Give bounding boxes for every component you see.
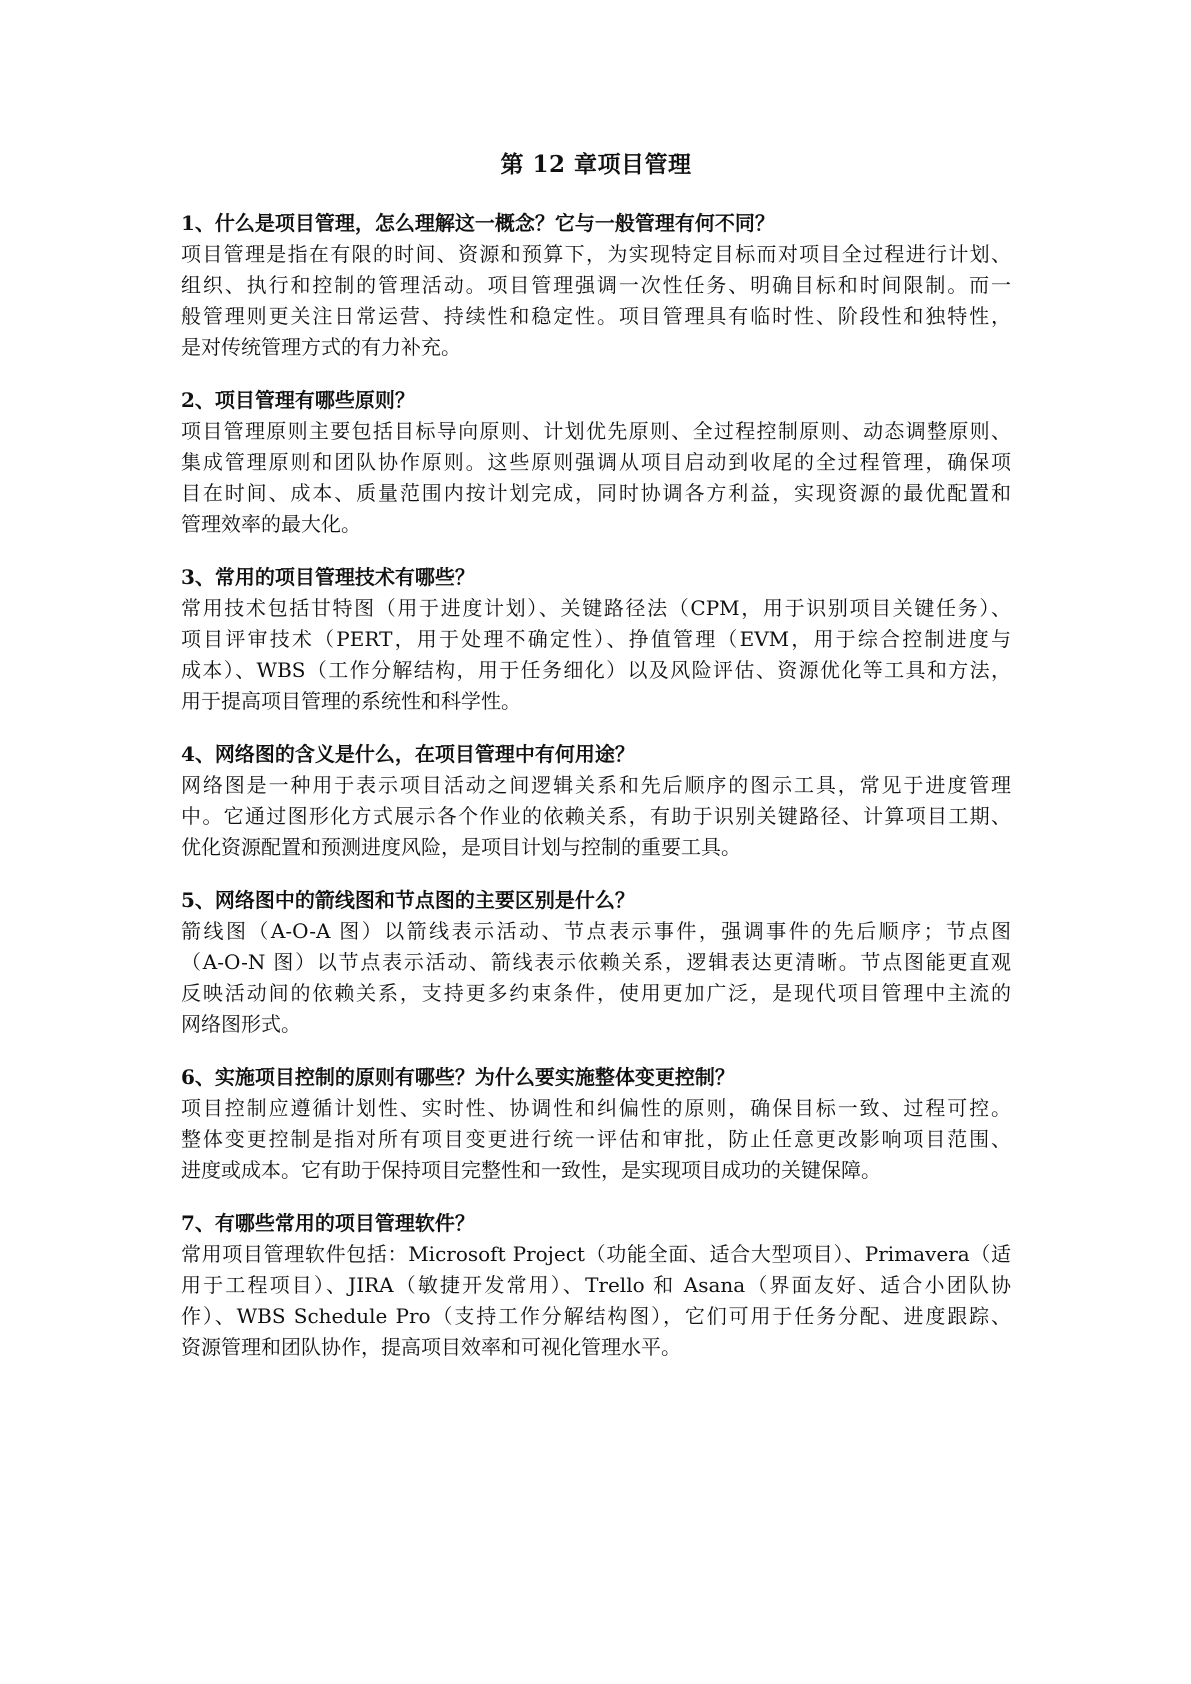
qa-section-6 xyxy=(181,1062,1011,1186)
answer-line: 用于提高项目管理的系统性和科学性。 xyxy=(181,689,521,713)
answer-line: 目在时间、成本、质量范围内按计划完成，同时协调各方利益，实现资源的最优配置和 xyxy=(181,481,1011,505)
answer-paragraph xyxy=(181,916,1011,1040)
answer-line: 是对传统管理方式的有力补充。 xyxy=(181,335,461,359)
answer-line: 集成管理原则和团队协作原则。这些原则强调从项目启动到收尾的全过程管理，确保项 xyxy=(181,450,1011,474)
answer-line: （A-O-N 图）以节点表示活动、箭线表示依赖关系，逻辑表达更清晰。节点图能更直观 xyxy=(181,950,1011,974)
answer-line: 整体变更控制是指对所有项目变更进行统一评估和审批，防止任意更改影响项目范围、 xyxy=(181,1127,1011,1151)
answer-line: 项目管理是指在有限的时间、资源和预算下，为实现特定目标而对项目全过程进行计划、 xyxy=(181,242,1011,266)
answer-line: 组织、执行和控制的管理活动。项目管理强调一次性任务、明确目标和时间限制。而一 xyxy=(181,273,1011,297)
question-heading: 3、常用的项目管理技术有哪些？ xyxy=(181,565,475,589)
answer-line: 中。它通过图形化方式展示各个作业的依赖关系，有助于识别关键路径、计算项目工期、 xyxy=(181,804,1011,828)
answer-line: 管理效率的最大化。 xyxy=(181,512,361,536)
answer-paragraph xyxy=(181,239,1011,363)
qa-section-3 xyxy=(181,562,1011,717)
answer-line: 箭线图（A-O-A 图）以箭线表示活动、节点表示事件，强调事件的先后顺序；节点图 xyxy=(181,919,1011,943)
answer-line: 用于工程项目）、JIRA（敏捷开发常用）、Trello 和 Asana（界面友好、适合小团队协 xyxy=(181,1273,1011,1297)
question-heading: 6、实施项目控制的原则有哪些？为什么要实施整体变更控制？ xyxy=(181,1065,735,1089)
answer-line: 资源管理和团队协作，提高项目效率和可视化管理水平。 xyxy=(181,1335,681,1359)
answer-line: 优化资源配置和预测进度风险，是项目计划与控制的重要工具。 xyxy=(181,835,741,859)
answer-paragraph xyxy=(181,593,1011,717)
question-heading: 2、项目管理有哪些原则？ xyxy=(181,388,415,412)
answer-paragraph xyxy=(181,770,1011,863)
qa-section-5 xyxy=(181,885,1011,1040)
document-content xyxy=(181,146,1011,1363)
answer-paragraph xyxy=(181,1239,1011,1363)
qa-section-7 xyxy=(181,1208,1011,1363)
answer-line: 常用项目管理软件包括：Microsoft Project（功能全面、适合大型项目）、Primavera（适 xyxy=(181,1242,1011,1266)
chapter-title: 第 12 章项目管理 xyxy=(500,151,692,178)
answer-line: 作）、WBS Schedule Pro（支持工作分解结构图），它们可用于任务分配、进度跟踪、 xyxy=(181,1304,1011,1328)
answer-line: 般管理则更关注日常运营、持续性和稳定性。项目管理具有临时性、阶段性和独特性， xyxy=(181,304,1011,328)
answer-line: 网络图是一种用于表示项目活动之间逻辑关系和先后顺序的图示工具，常见于进度管理 xyxy=(181,773,1011,797)
answer-line: 成本）、WBS（工作分解结构，用于任务细化）以及风险评估、资源优化等工具和方法， xyxy=(181,658,1011,682)
answer-paragraph xyxy=(181,416,1011,540)
answer-line: 项目管理原则主要包括目标导向原则、计划优先原则、全过程控制原则、动态调整原则、 xyxy=(181,419,1011,443)
answer-line: 网络图形式。 xyxy=(181,1012,301,1036)
answer-line: 项目评审技术（PERT，用于处理不确定性）、挣值管理（EVM，用于综合控制进度与 xyxy=(181,627,1011,651)
answer-line: 项目控制应遵循计划性、实时性、协调性和纠偏性的原则，确保目标一致、过程可控。 xyxy=(181,1096,1011,1120)
answer-paragraph xyxy=(181,1093,1011,1186)
question-heading: 7、有哪些常用的项目管理软件？ xyxy=(181,1211,475,1235)
answer-line: 常用技术包括甘特图（用于进度计划）、关键路径法（CPM，用于识别项目关键任务）、 xyxy=(181,596,1011,620)
qa-section-4 xyxy=(181,739,1011,863)
answer-line: 进度或成本。它有助于保持项目完整性和一致性，是实现项目成功的关键保障。 xyxy=(181,1158,881,1182)
question-heading: 5、网络图中的箭线图和节点图的主要区别是什么？ xyxy=(181,888,635,912)
qa-section-1 xyxy=(181,208,1011,363)
question-heading: 4、网络图的含义是什么，在项目管理中有何用途？ xyxy=(181,742,635,766)
answer-line: 反映活动间的依赖关系，支持更多约束条件，使用更加广泛，是现代项目管理中主流的 xyxy=(181,981,1011,1005)
qa-section-2 xyxy=(181,385,1011,540)
question-heading: 1、什么是项目管理，怎么理解这一概念？它与一般管理有何不同？ xyxy=(181,211,775,235)
